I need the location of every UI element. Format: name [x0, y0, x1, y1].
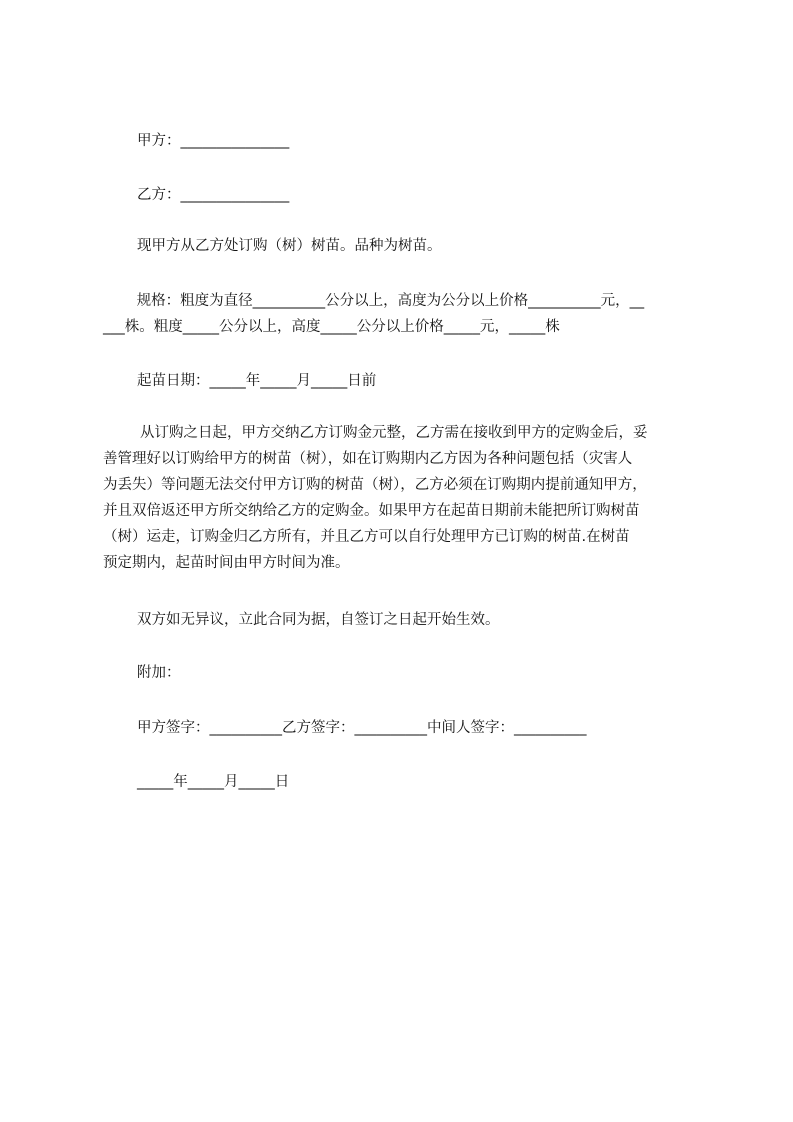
agreement-line: 双方如无异议，立此合同为据，自签订之日起开始生效。 — [137, 612, 500, 628]
intro-paragraph: 现甲方从乙方处订购（树）树苗。品种为树苗。 — [137, 238, 442, 254]
signature-line: 甲方签字：__________乙方签字：__________中间人签字：__________ — [137, 720, 587, 736]
spec-line-1: 规格：粗度为直径__________公分以上，高度为公分以上价格__________元，__ — [132, 293, 645, 309]
spec-line-2: ___株。粗度_____公分以上，高度_____公分以上价格_____元，_____株 — [103, 319, 560, 335]
terms-line: 从订购之日起，甲方交纳乙方订购金元整，乙方需在接收到甲方的定购金后，妥 — [140, 425, 648, 441]
terms-line: 并且双倍返还甲方所交纳给乙方的定购金。如果甲方在起苗日期前未能把所订购树苗 — [103, 503, 640, 519]
terms-line: （树）运走，订购金归乙方所有，并且乙方可以自行处理甲方已订购的树苗.在树苗 — [103, 529, 630, 545]
signing-date-line: _____年_____月_____日 — [137, 774, 290, 790]
terms-paragraph — [103, 420, 703, 576]
terms-line: 善管理好以订购给甲方的树苗（树），如在订购期内乙方因为各种问题包括（灾害人 — [103, 451, 633, 467]
terms-line: 为丢失）等问题无法交付甲方订购的树苗（树），乙方必须在订购期内提前通知甲方， — [103, 477, 647, 493]
party-a-line: 甲方：_______________ — [137, 133, 290, 149]
appendix-label: 附加： — [137, 665, 181, 681]
party-b-line: 乙方：_______________ — [137, 187, 290, 203]
start-date-line: 起苗日期：_____年_____月_____日前 — [137, 373, 377, 389]
terms-line: 预定期内，起苗时间由甲方时间为准。 — [103, 555, 350, 571]
